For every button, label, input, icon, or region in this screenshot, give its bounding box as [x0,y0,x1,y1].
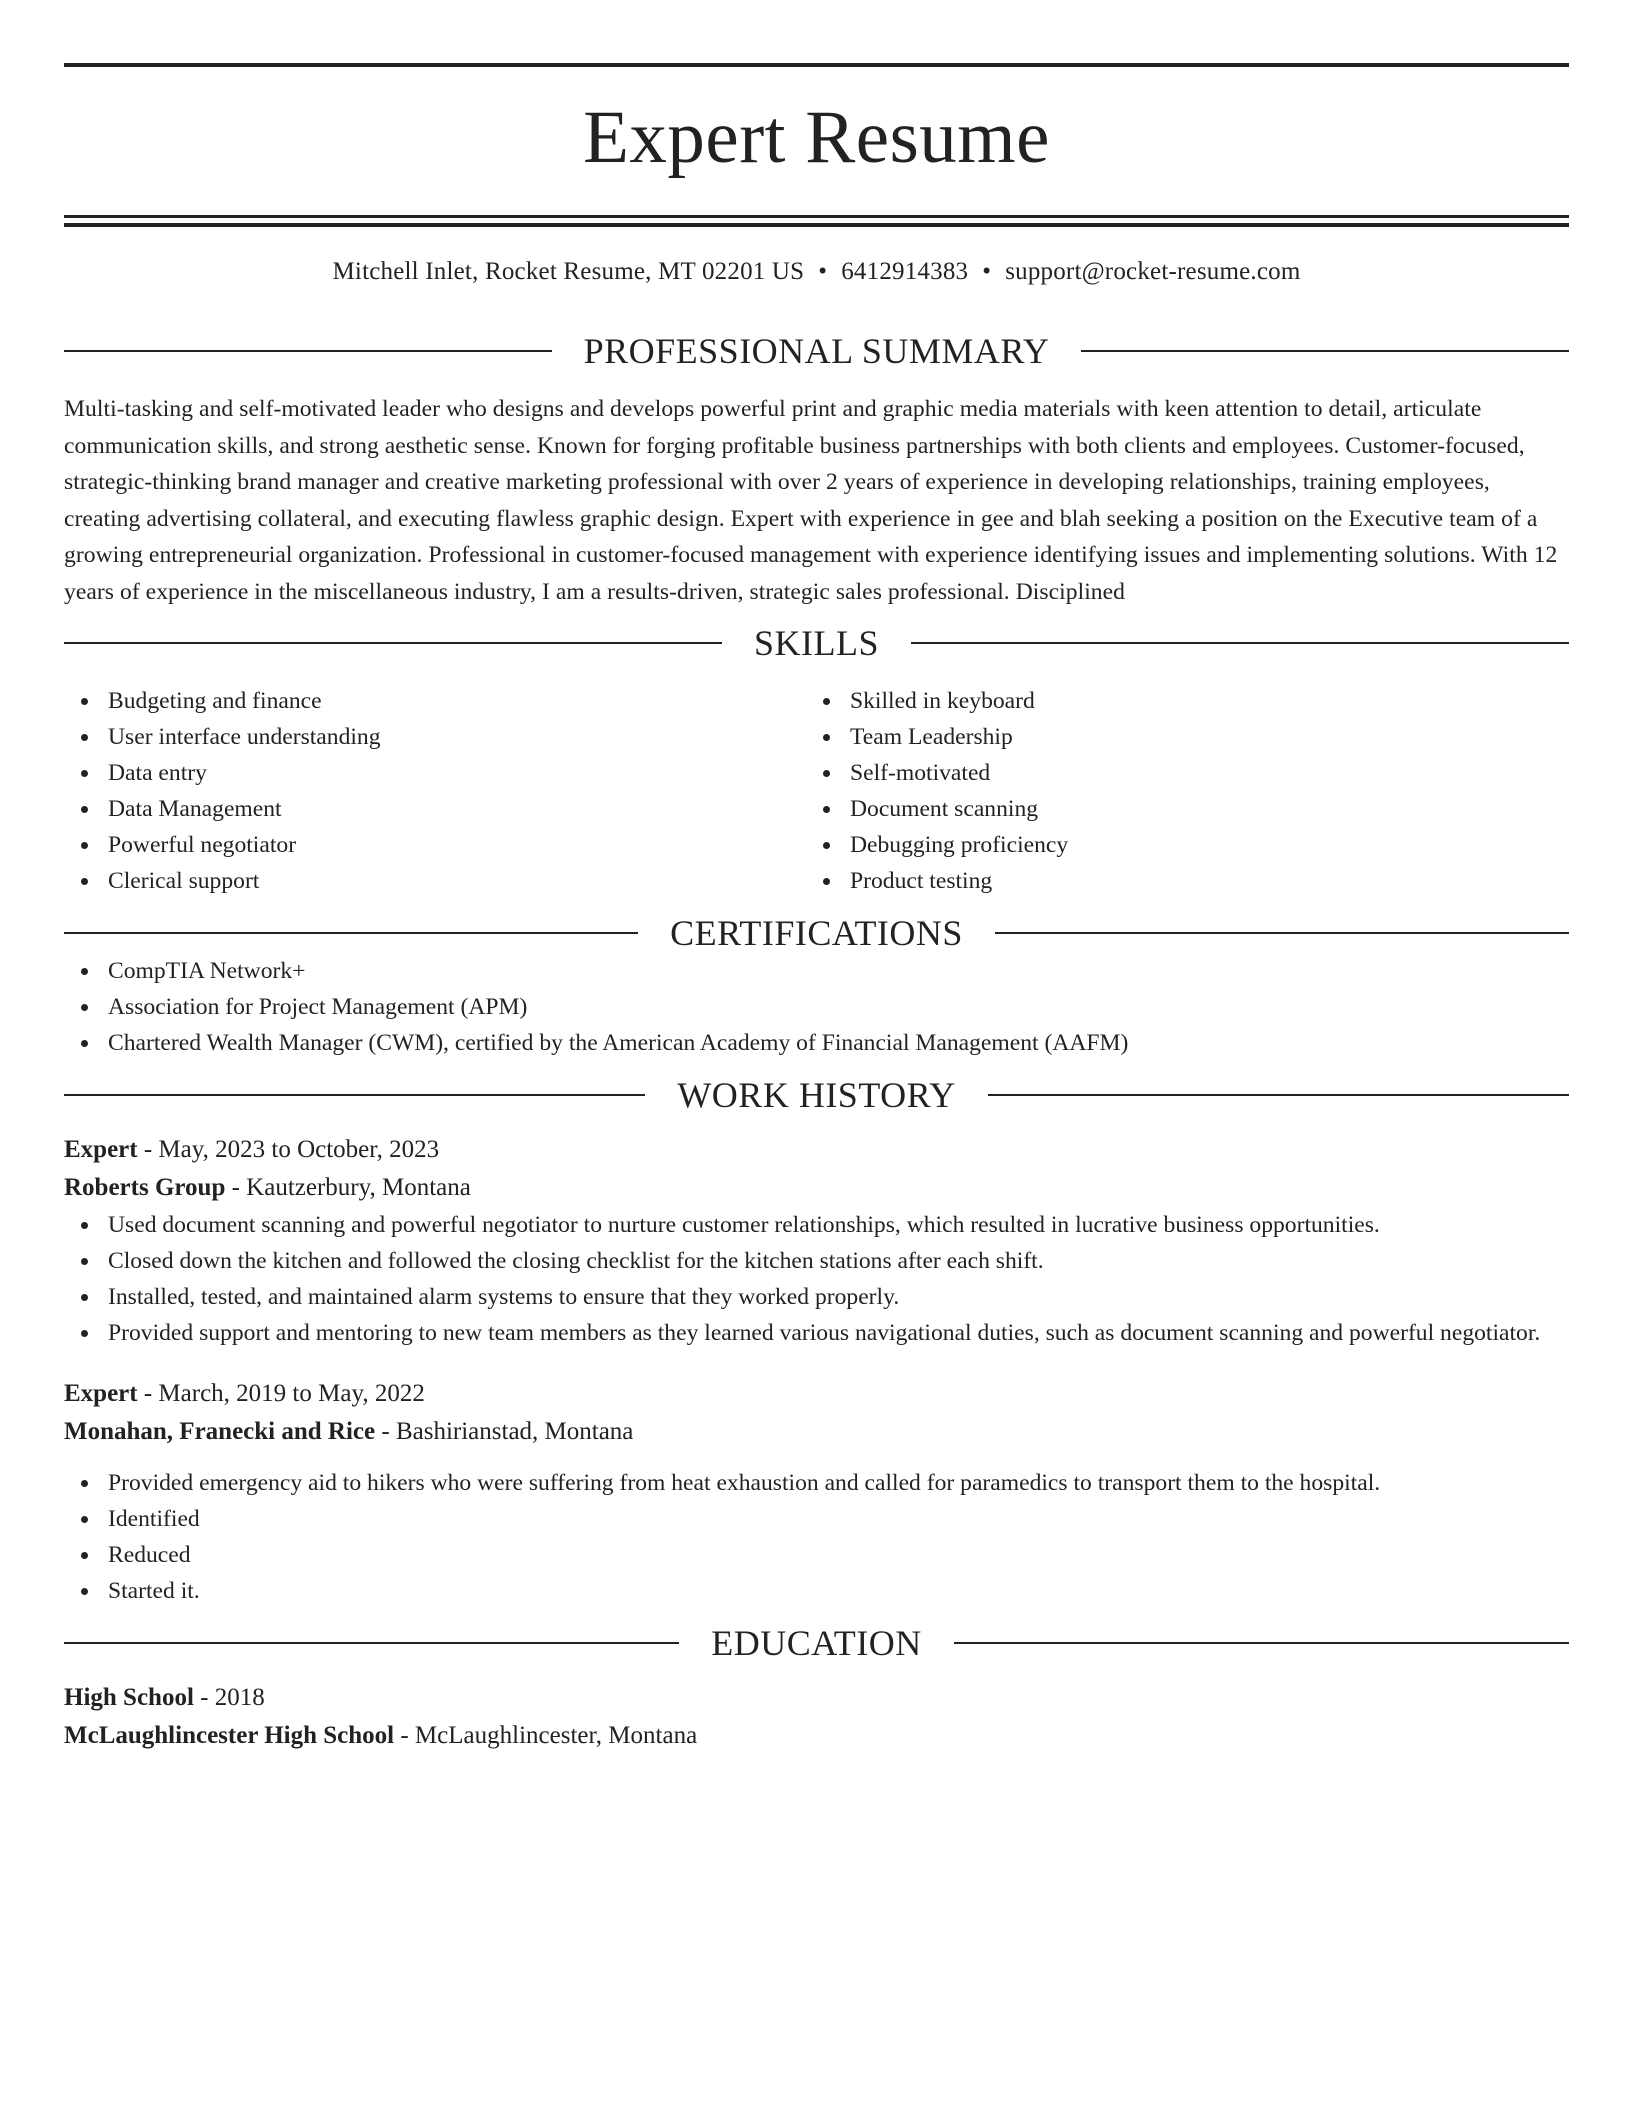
top-rule [64,63,1569,67]
skill-item: Debugging proficiency [806,827,1548,863]
contact-address: Mitchell Inlet, Rocket Resume, MT 02201 US [332,258,805,285]
job-company: Roberts Group [64,1174,226,1201]
job-duties [64,1465,1569,1609]
education-degree-line [64,1679,1569,1717]
skill-item: Product testing [806,863,1548,899]
skill-item: User interface understanding [64,719,806,755]
skill-item: Powerful negotiator [64,827,806,863]
education-heading: EDUCATION [64,1623,1569,1663]
skill-item: Skilled in keyboard [806,683,1548,719]
certifications-heading: CERTIFICATIONS [64,913,1569,953]
skills-heading: SKILLS [64,623,1569,663]
certification-item: Chartered Wealth Manager (CWM), certified by the American Academy of Financial Management (AAFM) [64,1025,1569,1061]
job-duty-item: Provided emergency aid to hikers who were suffering from heat exhaustion and called for paramedics to transport them to the hospital. [64,1465,1569,1501]
job-duty-item: Installed, tested, and maintained alarm systems to ensure that they worked properly. [64,1279,1569,1315]
contact-separator: • [982,258,992,285]
certifications-list [64,953,1569,1061]
certification-item: CompTIA Network+ [64,953,1569,989]
job-title: Expert [64,1380,138,1407]
job-location: - Bashirianstad, Montana [375,1418,634,1445]
resume-name: Expert Resume [583,96,1050,179]
education-location: - McLaughlincester, Montana [394,1722,698,1749]
certification-item: Association for Project Management (APM) [64,989,1569,1025]
job-duty-item: Reduced [64,1537,1569,1573]
skill-item: Self-motivated [806,755,1548,791]
job-duty-item: Used document scanning and powerful negotiator to nurture customer relationships, which resulted in lucrative business opportunities. [64,1207,1569,1243]
education-year: - 2018 [193,1684,265,1711]
skills-list [64,683,1569,899]
summary-text: Multi-tasking and self-motivated leader who designs and develops powerful print and graphic media materials with keen attention to detail, articulate communication skills, and strong aesthetic sense. Known for forging profitable business partnerships with both clients and employees. Customer-focused, strategic-thinking brand manager and creative marketing professional with over 2 years of experience in developing relationships, training employees, creating advertising collateral, and executing flawless graphic design. Expert with experience in gee and blah seeking a position on the Executive team of a growing entrepreneurial organization. Professional in customer-focused management with experience identifying issues and implementing solutions. With 12 years of experience in the miscellaneous industry, I am a results-driven, strategic sales professional. Disciplined [64,396,1558,605]
contact-line [64,257,1569,287]
skill-item: Data Management [64,791,806,827]
skill-item: Document scanning [806,791,1548,827]
skill-item: Budgeting and finance [64,683,806,719]
job-entry [64,1375,1569,1609]
education-entry [64,1679,1569,1755]
contact-email: support@rocket-resume.com [1005,258,1301,285]
education-school-line [64,1717,1569,1755]
summary-heading: PROFESSIONAL SUMMARY [64,331,1569,371]
work-heading: WORK HISTORY [64,1075,1569,1115]
job-dates: - May, 2023 to October, 2023 [137,1136,440,1163]
job-duties [64,1207,1569,1351]
job-duty-item: Provided support and mentoring to new team members as they learned various navigational duties, such as document scanning and powerful negotiator. [64,1315,1569,1351]
job-title-line [64,1375,1569,1413]
double-rule [64,215,1569,227]
skill-item: Clerical support [64,863,806,899]
job-duty-item: Closed down the kitchen and followed the closing checklist for the kitchen stations after each shift. [64,1243,1569,1279]
job-entry [64,1131,1569,1351]
job-duty-item: Started it. [64,1573,1569,1609]
job-location: - Kautzerbury, Montana [225,1174,471,1201]
education-degree: High School [64,1684,194,1711]
resume-page [64,0,1569,1755]
job-company: Monahan, Franecki and Rice [64,1418,376,1445]
skills-column-left [64,683,806,899]
skills-column-right [806,683,1548,899]
job-company-line [64,1413,1569,1451]
skill-item: Team Leadership [806,719,1548,755]
job-company-line [64,1169,1569,1207]
education-school: McLaughlincester High School [64,1722,395,1749]
skill-item: Data entry [64,755,806,791]
contact-phone: 6412914383 [841,258,969,285]
contact-separator: • [818,258,828,285]
job-title-line [64,1131,1569,1169]
job-title: Expert [64,1136,138,1163]
job-dates: - March, 2019 to May, 2022 [137,1380,425,1407]
job-duty-item: Identified [64,1501,1569,1537]
